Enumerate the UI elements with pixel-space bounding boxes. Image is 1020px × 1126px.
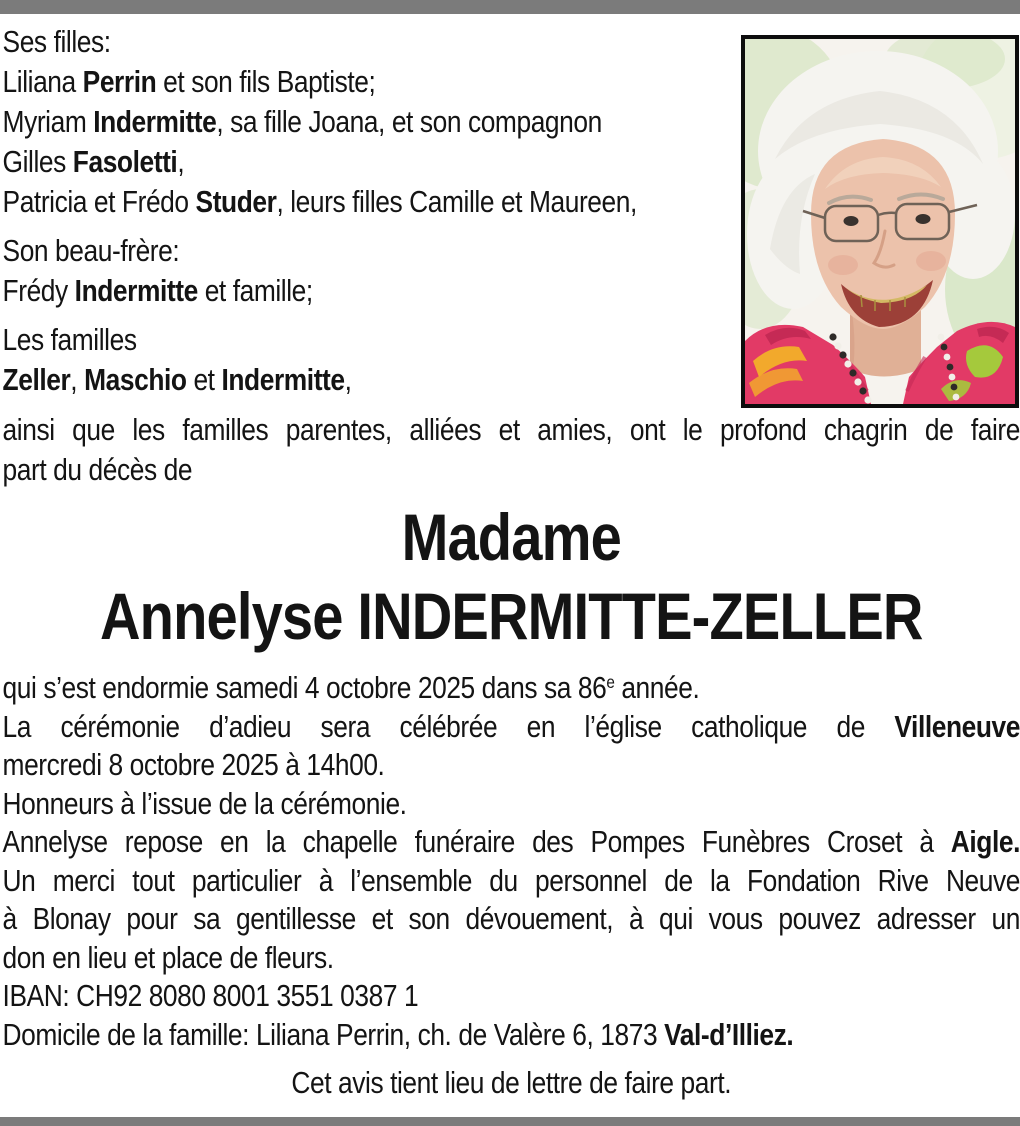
top-rule — [0, 0, 1020, 14]
text-segment: Un merci tout particulier à l’ensemble du personnel de la Fondation Rive Neuve — [2, 862, 1020, 898]
text-segment: Val-d’Illiez. — [664, 1016, 794, 1052]
photo-spacer — [740, 22, 1020, 410]
text-segment: Villeneuve — [894, 708, 1020, 744]
announcement — [3, 410, 1020, 490]
text-segment: qui s’est endormie samedi 4 octobre 2025 dans sa 86 — [2, 670, 607, 705]
text-segment: don en lieu et place de fleurs. — [2, 939, 334, 975]
text-segment: Maschio — [84, 362, 187, 397]
text-segment: à Blonay pour sa gentillesse et son dévouement, à qui vous pouvez adresser un — [2, 901, 1020, 936]
text-line — [3, 977, 1020, 1016]
text-segment: et famille; — [197, 273, 313, 308]
text-line — [3, 862, 1020, 901]
text-segment: et son fils Baptiste; — [156, 64, 376, 99]
text-segment: , — [70, 362, 85, 397]
text-segment: part du décès de — [2, 452, 193, 487]
text-line — [3, 785, 1020, 824]
closing — [3, 1063, 1020, 1103]
text-line — [3, 823, 1020, 862]
text-segment: Studer — [195, 184, 277, 219]
text-segment: , — [344, 362, 352, 397]
text-segment: Annelyse repose en la chapelle funéraire des Pompes Funèbres Croset à — [2, 824, 951, 859]
text-line — [3, 577, 1020, 656]
text-line — [3, 669, 1020, 708]
text-segment: Son beau-frère: — [2, 233, 180, 268]
text-segment: Patricia et Frédo — [2, 184, 196, 219]
text-segment: Liliana — [2, 64, 83, 99]
text-line — [3, 450, 1020, 490]
text-line — [3, 498, 1020, 577]
text-segment: Honneurs à l’issue de la cérémonie. — [2, 785, 407, 821]
text-segment: ainsi que les familles parentes, alliées et amies, ont le profond chagrin de faire — [2, 412, 1020, 447]
text-line — [3, 939, 1020, 978]
text-segment: IBAN: CH92 8080 8001 3551 0387 1 — [2, 978, 419, 1013]
text-segment: Myriam — [2, 104, 94, 139]
text-line — [3, 410, 1020, 450]
text-segment: , — [177, 144, 185, 179]
text-segment: mercredi 8 octobre 2025 à 14h00. — [2, 747, 385, 782]
text-segment: Indermitte — [221, 362, 345, 397]
text-segment: et — [186, 362, 222, 397]
text-segment: Zeller — [2, 362, 71, 397]
text-segment: e — [606, 672, 615, 693]
text-segment: Aigle. — [950, 824, 1020, 859]
text-segment: Madame — [401, 500, 621, 574]
bottom-rule — [0, 1117, 1020, 1126]
text-line — [3, 746, 1020, 785]
text-segment: , leurs filles Camille et Maureen, — [276, 184, 637, 219]
obituary-text — [0, 14, 1020, 1103]
text-line — [3, 1016, 1020, 1055]
ceremony-details — [3, 669, 1020, 1054]
text-segment: Les familles — [2, 322, 137, 357]
text-segment: Cet avis tient lieu de lettre de faire part. — [291, 1065, 732, 1100]
text-segment: Annelyse INDERMITTE-ZELLER — [99, 579, 923, 653]
text-segment: Domicile de la famille: Liliana Perrin, ch. de Valère 6, 1873 — [2, 1016, 665, 1052]
deceased-name — [3, 498, 1020, 656]
text-line — [3, 1063, 1020, 1103]
text-segment: Fasoletti — [72, 144, 178, 179]
text-segment: Ses filles: — [2, 24, 111, 59]
text-line — [3, 708, 1020, 747]
text-segment: La cérémonie d’adieu sera célébrée en l’église catholique de — [2, 708, 895, 744]
text-segment: Frédy — [2, 273, 75, 308]
text-segment: Perrin — [82, 64, 157, 99]
text-segment: Gilles — [2, 144, 73, 179]
text-segment: année. — [614, 670, 700, 705]
text-line — [3, 900, 1020, 939]
text-segment: , sa fille Joana, et son compagnon — [216, 104, 602, 139]
text-segment: Indermitte — [93, 104, 217, 139]
text-segment: Indermitte — [74, 273, 198, 308]
